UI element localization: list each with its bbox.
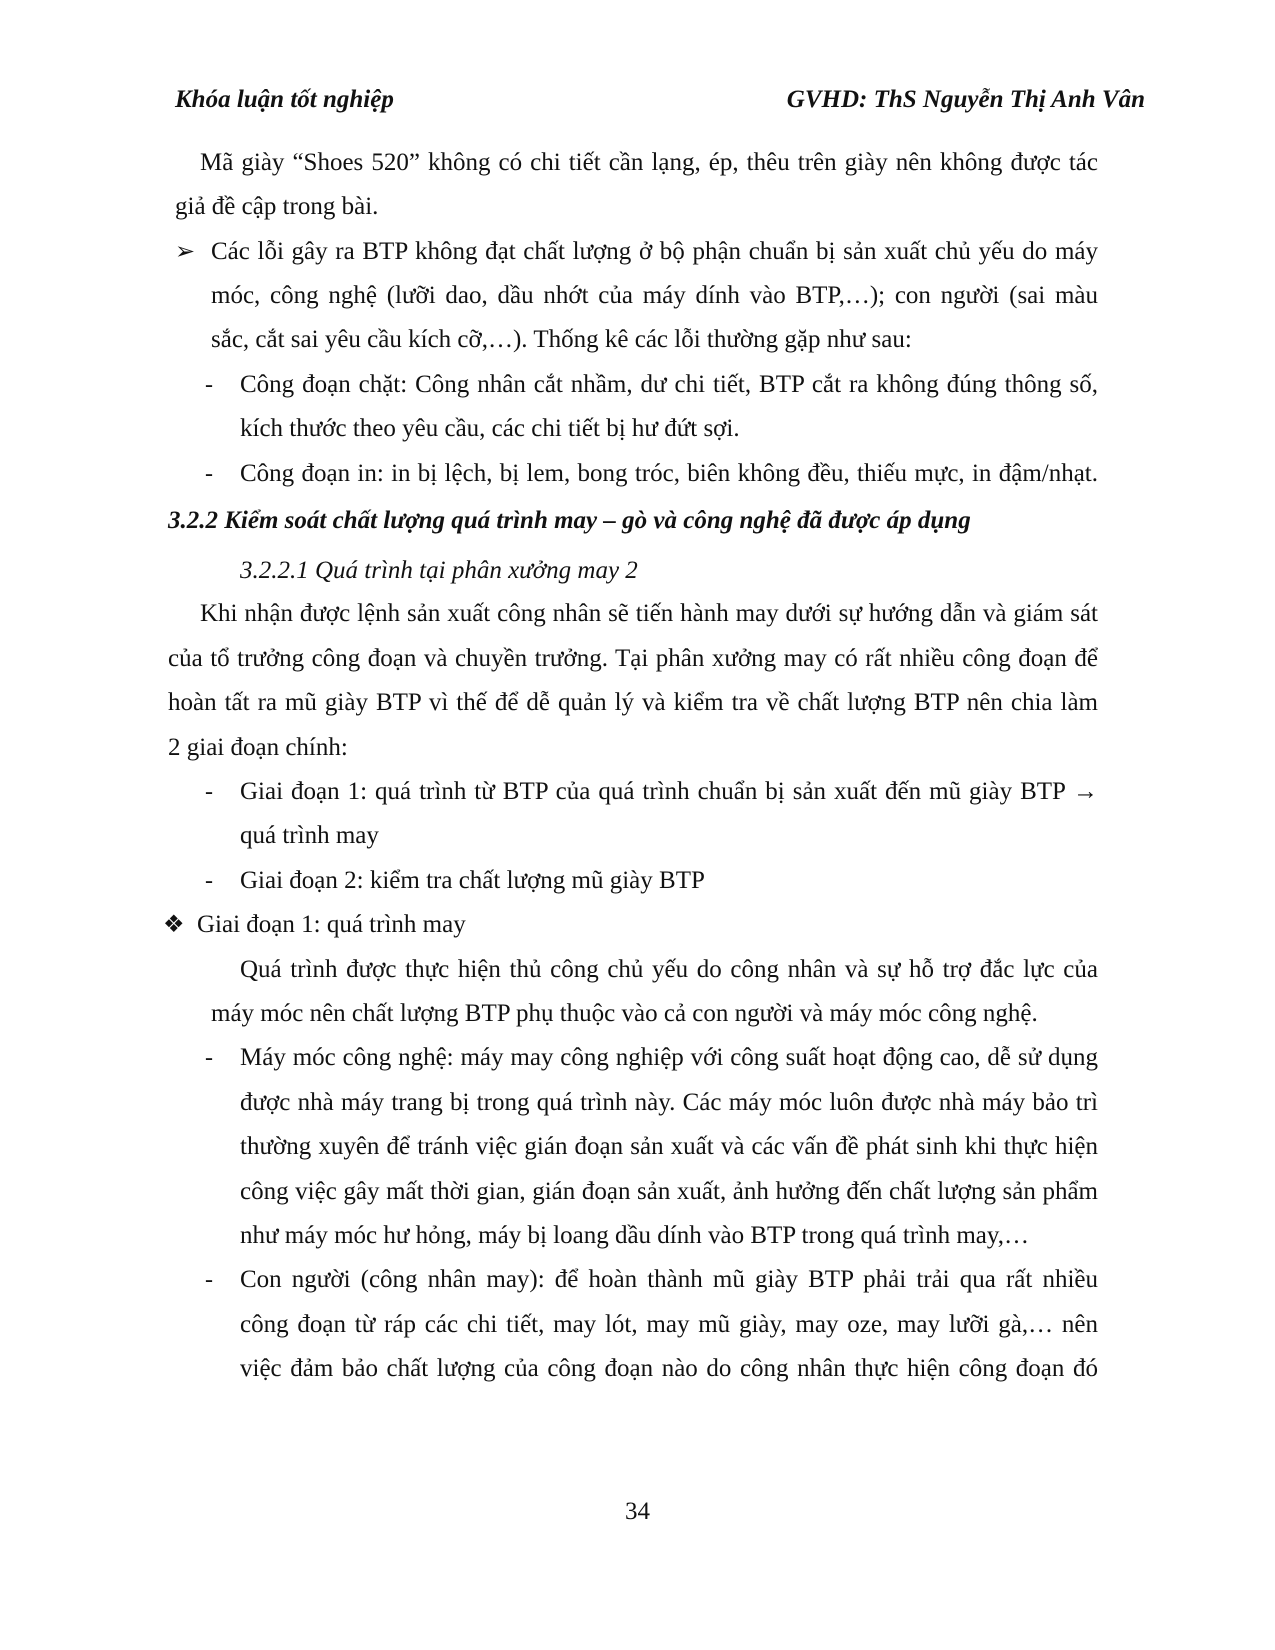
- section-heading-3-2-2: 3.2.2 Kiểm soát chất lượng quá trình may – gò và công nghệ đã được áp dụng: [168, 507, 971, 534]
- dash-item-line: Công đoạn chặt: Công nhân cắt nhầm, dư chi tiết, BTP cắt ra không đúng thông số,: [240, 371, 1098, 398]
- dash-item-line: quá trình may: [240, 822, 379, 849]
- dash-item-line: công đoạn từ ráp các chi tiết, may lót, may mũ giày, may oze, may lưỡi gà,… nên: [240, 1311, 1098, 1338]
- diamond-item-label: Giai đoạn 1: quá trình may: [197, 911, 466, 938]
- arrow-item-line: sắc, cắt sai yêu cầu kích cỡ,…). Thống kê các lỗi thường gặp như sau:: [211, 326, 912, 353]
- paragraph-line: Khi nhận được lệnh sản xuất công nhân sẽ tiến hành may dưới sự hướng dẫn và giám sát: [200, 600, 1098, 627]
- intro-line: giả đề cập trong bài.: [175, 193, 379, 220]
- dash-bullet: -: [205, 1267, 213, 1293]
- arrow-bullet-icon: ➢: [175, 239, 196, 265]
- dash-item-line: Giai đoạn 1: quá trình từ BTP của quá trình chuẩn bị sản xuất đến mũ giày BTP →: [240, 778, 1098, 805]
- dash-item-line: như máy móc hư hỏng, máy bị loang dầu dính vào BTP trong quá trình may,…: [240, 1222, 1030, 1249]
- subsection-heading-3-2-2-1: 3.2.2.1 Quá trình tại phân xưởng may 2: [240, 557, 638, 584]
- dash-item-line: được nhà máy trang bị trong quá trình này. Các máy móc luôn được nhà máy bảo trì: [240, 1089, 1098, 1116]
- paragraph-line: máy móc nên chất lượng BTP phụ thuộc vào cả con người và máy móc công nghệ.: [211, 1000, 1038, 1027]
- dash-item-line: Máy móc công nghệ: máy may công nghiệp với công suất hoạt động cao, dễ sử dụng: [240, 1044, 1098, 1071]
- page-number: 34: [625, 1498, 650, 1525]
- dash-item-line: Công đoạn in: in bị lệch, bị lem, bong tróc, biên không đều, thiếu mực, in đậm/nhạt.: [240, 460, 1098, 487]
- dash-bullet: -: [205, 779, 213, 805]
- dash-item-line: việc đảm bảo chất lượng của công đoạn nào do công nhân thực hiện công đoạn đó: [240, 1355, 1098, 1382]
- header-left-title: Khóa luận tốt nghiệp: [175, 86, 394, 113]
- dash-bullet: -: [205, 372, 213, 398]
- dash-item-line: Giai đoạn 2: kiểm tra chất lượng mũ giày BTP: [240, 867, 705, 894]
- dash-bullet: -: [205, 868, 213, 894]
- dash-item-line: công việc gây mất thời gian, gián đoạn sản xuất, ảnh hưởng đến chất lượng sản phẩm: [240, 1178, 1098, 1205]
- dash-item-line: thường xuyên để tránh việc gián đoạn sản xuất và các vấn đề phát sinh khi thực hiện: [240, 1133, 1098, 1160]
- dash-item-line: kích thước theo yêu cầu, các chi tiết bị hư đứt sợi.: [240, 415, 740, 442]
- dash-bullet: -: [205, 1045, 213, 1071]
- diamond-bullet-icon: ❖: [163, 912, 185, 938]
- header-right-advisor: GVHD: ThS Nguyễn Thị Anh Vân: [786, 86, 1145, 113]
- arrow-item-line: móc, công nghệ (lưỡi dao, dầu nhớt của máy dính vào BTP,…); con người (sai màu: [211, 282, 1098, 309]
- dash-bullet: -: [205, 461, 213, 487]
- intro-line: Mã giày “Shoes 520” không có chi tiết cần lạng, ép, thêu trên giày nên không được tác: [200, 149, 1098, 176]
- paragraph-line: Quá trình được thực hiện thủ công chủ yếu do công nhân và sự hỗ trợ đắc lực của: [240, 956, 1098, 983]
- paragraph-line: của tổ trưởng công đoạn và chuyền trưởng. Tại phân xưởng may có rất nhiều công đoạn để: [168, 645, 1098, 672]
- paragraph-line: 2 giai đoạn chính:: [168, 734, 348, 761]
- paragraph-line: hoàn tất ra mũ giày BTP vì thế để dễ quản lý và kiểm tra về chất lượng BTP nên chia làm: [168, 689, 1098, 716]
- arrow-item-line: Các lỗi gây ra BTP không đạt chất lượng ở bộ phận chuẩn bị sản xuất chủ yếu do máy: [211, 238, 1098, 265]
- dash-item-line: Con người (công nhân may): để hoàn thành mũ giày BTP phải trải qua rất nhiều: [240, 1266, 1098, 1293]
